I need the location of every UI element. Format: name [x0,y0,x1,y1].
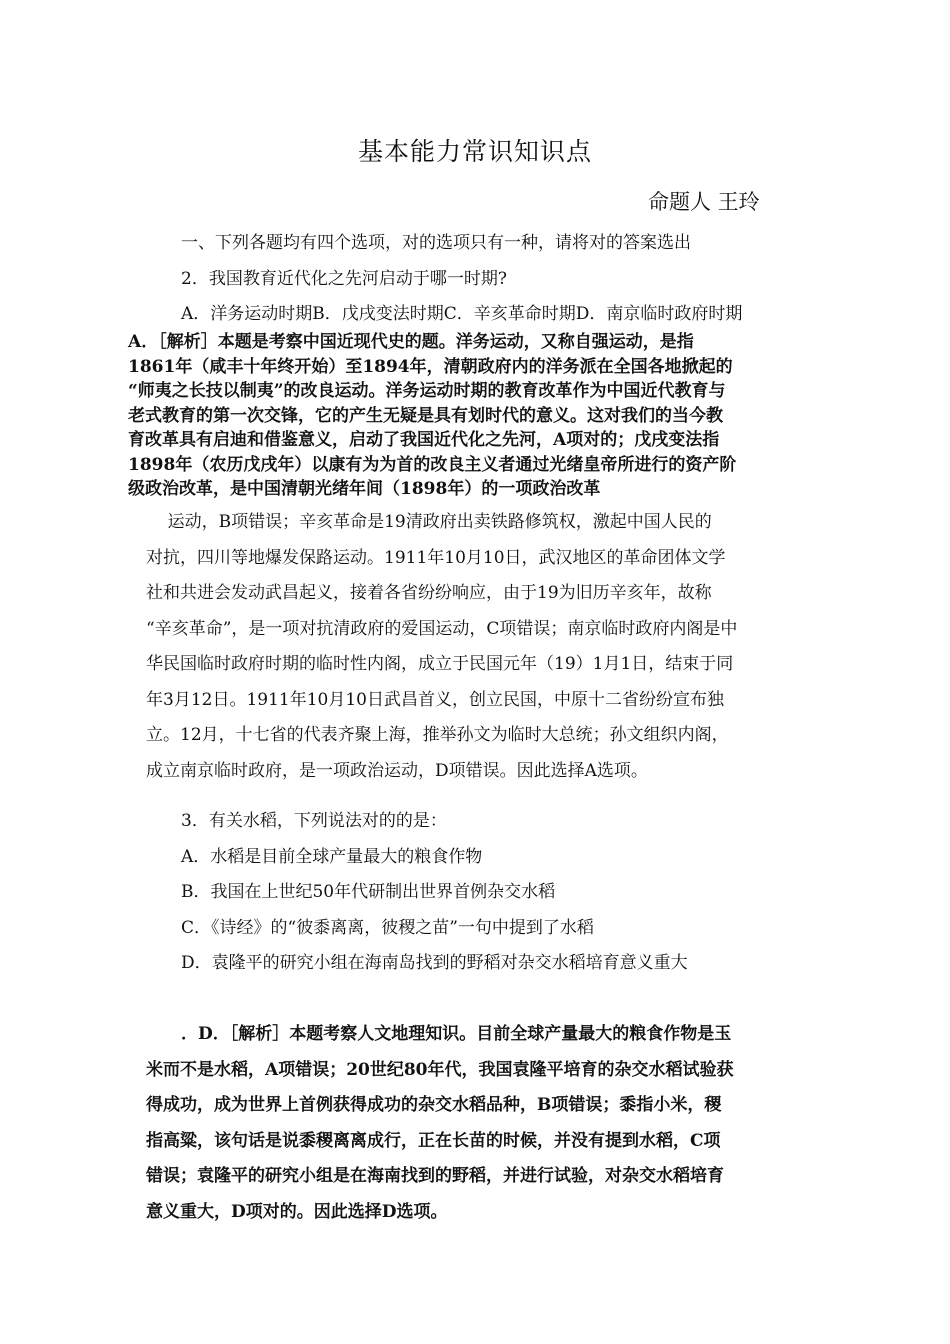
question-3-option-c: C．《诗经》的“彼黍离离，彼稷之苗”一句中提到了水稻 [181,918,594,938]
analysis-line: “辛亥革命”，是一项对抗清政府的爱国运动，C项错误；南京临时政府内阁是中 [146,618,738,639]
analysis-line: “师夷之长技以制夷”的改良运动。洋务运动时期的教育改革作为中国近代教育与 [128,381,726,401]
analysis-line: A．［解析］本题是考察中国近现代史的题。洋务运动，又称自强运动，是指 [128,332,694,352]
analysis-line: 华民国临时政府时期的临时性内阁，成立于民国元年（19）1月1日，结束于同 [146,654,734,674]
analysis-line: 年3月12日。1911年10月10日武昌首义，创立民国，中原十二省纷纷宣布独 [146,689,724,710]
question-2-analysis-part2 [146,505,826,789]
question-3-analysis [146,1017,826,1230]
analysis-line: 1861年（咸丰十年终开始）至1894年，清朝政府内的洋务派在全国各地掀起的 [128,356,733,377]
section-instruction: 一、下列各题均有四个选项，对的选项只有一种，请将对的答案选出 [181,233,691,253]
question-3-option-d: D．袁隆平的研究小组在海南岛找到的野稻对杂交水稻培育意义重大 [181,953,688,973]
analysis-line: 级政治改革，是中国清朝光绪年间（1898年）的一项政治改革 [128,479,601,499]
question-3-option-a: A．水稻是目前全球产量最大的粮食作物 [181,847,483,867]
analysis-line: 米而不是水稻，A项错误；20世纪80年代，我国袁隆平培育的杂交水稻试验获 [146,1059,734,1080]
analysis-line: 成立南京临时政府，是一项政治运动，D项错误。因此选择A选项。 [146,760,648,781]
question-2-analysis-part1 [128,330,818,502]
analysis-line: 指高粱，该句话是说黍稷离离成行，正在长苗的时候，并没有提到水稻，C项 [146,1130,721,1151]
analysis-line: 意义重大，D项对的。因此选择D选项。 [146,1201,448,1222]
question-2-options: A．洋务运动时期B．戊戌变法时期C．辛亥革命时期D．南京临时政府时期 [181,304,743,324]
question-3-option-b: B．我国在上世纪50年代研制出世界首例杂交水稻 [181,882,556,902]
author-line: 命题人 王玲 [648,190,760,214]
analysis-line: 运动，B项错误；辛亥革命是19清政府出卖铁路修筑权，激起中国人民的 [146,512,712,532]
analysis-line: 得成功，成为世界上首例获得成功的杂交水稻品种，B项错误；黍指小米，稷 [146,1095,722,1115]
question-2-stem: 2．我国教育近代化之先河启动于哪一时期? [181,269,507,289]
analysis-line: 老式教育的第一次交锋，它的产生无疑是具有划时代的意义。这对我们的当今教 [128,405,723,426]
analysis-line: 错误；袁隆平的研究小组是在海南找到的野稻，并进行试验，对杂交水稻培育 [146,1166,724,1186]
analysis-line: 社和共进会发动武昌起义，接着各省纷纷响应，由于19为旧历辛亥年，故称 [146,583,712,603]
document-title: 基本能力常识知识点 [357,137,592,166]
analysis-line: 1898年（农历戊戌年）以康有为为首的改良主义者通过光绪皇帝所进行的资产阶 [128,454,737,475]
analysis-line: 对抗，四川等地爆发保路运动。1911年10月10日，武汉地区的革命团体文学 [146,547,726,568]
analysis-line: ．D．［解析］本题考察人文地理知识。目前全球产量最大的粮食作物是玉 [181,1024,732,1044]
analysis-line: 立。12月，十七省的代表齐聚上海，推举孙文为临时大总统；孙文组织内阁， [146,725,729,745]
analysis-line: 育改革具有启迪和借鉴意义，启动了我国近代化之先河，A项对的；戊戌变法指 [128,430,720,450]
question-3-stem: 3．有关水稻，下列说法对的的是： [181,811,447,831]
